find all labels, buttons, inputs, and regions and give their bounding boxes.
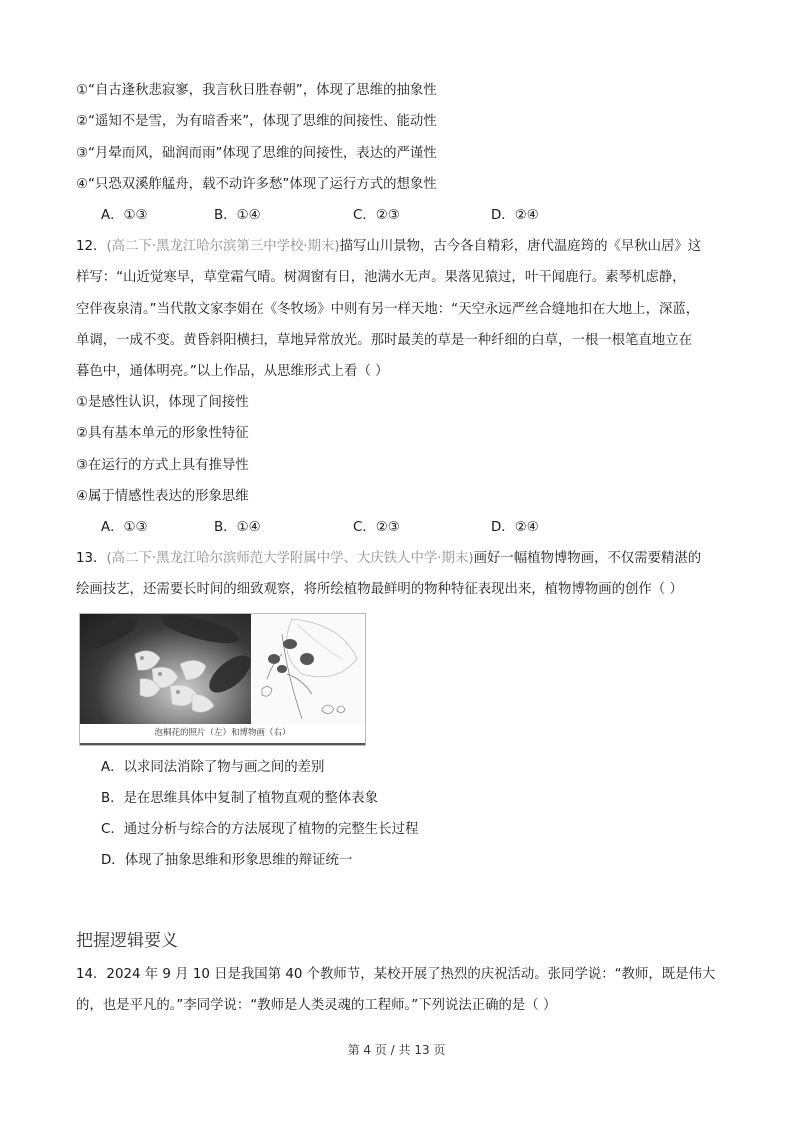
q13-option-c[interactable]: C．通过分析与综合的方法展现了植物的完整生长过程 bbox=[101, 822, 419, 837]
q13-stem-line-2: 绘画技艺，还需要长时间的细致观察，将所绘植物最鲜明的物种特征表现出来，植物博物画的创作（ ） bbox=[76, 582, 683, 597]
q11-item-3: ③“月晕而风，础润而雨”体现了思维的间接性，表达的严谨性 bbox=[76, 146, 437, 161]
q12-number: 12． bbox=[76, 239, 107, 254]
q11-option-d[interactable]: D．②④ bbox=[491, 208, 539, 223]
q11-option-c[interactable]: C．②③ bbox=[353, 208, 400, 223]
q12-source: (高二下·黑龙江哈尔滨第三中学校·期末) bbox=[106, 239, 340, 254]
paulownia-figure bbox=[79, 613, 366, 746]
q12-item-2: ②具有基本单元的形象性特征 bbox=[76, 426, 249, 441]
q13-stem-text: 画好一幅植物博物画，不仅需要精湛的 bbox=[473, 551, 702, 566]
q12-stem-line-1 bbox=[76, 237, 701, 257]
paulownia-botanical-drawing bbox=[252, 614, 365, 724]
q11-item-2: ②“遥知不是雪，为有暗香来”，体现了思维的间接性、能动性 bbox=[76, 114, 437, 129]
q12-stem-line-3: 空伴夜泉清。”当代散文家李娟在《冬牧场》中则有另一样天地：“天空永远严丝合缝地扣在大地上，深蓝， bbox=[76, 302, 700, 317]
figure-caption: 泡桐花的照片（左）和博物画（右） bbox=[154, 728, 291, 738]
q13-option-a[interactable]: A．以求同法消除了物与画之间的差别 bbox=[101, 760, 325, 775]
q13-stem-line-1 bbox=[76, 549, 701, 569]
q11-option-b[interactable]: B．①④ bbox=[214, 208, 261, 223]
q12-option-d[interactable]: D．②④ bbox=[491, 520, 539, 535]
q12-item-4: ④属于情感性表达的形象思维 bbox=[76, 489, 249, 504]
botanical-drawing-art bbox=[252, 614, 365, 724]
q11-item-1: ①“自古逢秋悲寂寥，我言秋日胜春朝”，体现了思维的抽象性 bbox=[76, 83, 437, 98]
q14-stem-line-1: 14．2024 年 9 月 10 日是我国第 40 个教师节，某校开展了热烈的庆祝活动。张同学说：“教师，既是伟大 bbox=[76, 967, 716, 982]
paulownia-photo-art bbox=[80, 614, 251, 724]
section-title: 把握逻辑要义 bbox=[76, 931, 178, 951]
q12-option-c[interactable]: C．②③ bbox=[353, 520, 400, 535]
q14-stem-line-2: 的，也是平凡的。”李同学说：“教师是人类灵魂的工程师。”下列说法正确的是（ ） bbox=[76, 998, 557, 1013]
q12-option-a[interactable]: A．①③ bbox=[101, 520, 148, 535]
page-footer: 第 4 页 / 共 13 页 bbox=[347, 1043, 446, 1057]
q13-source: (高二下·黑龙江哈尔滨师范大学附属中学、大庆铁人中学·期末) bbox=[106, 551, 474, 566]
q12-option-b[interactable]: B．①④ bbox=[214, 520, 261, 535]
q13-option-b[interactable]: B．是在思维具体中复制了植物直观的整体表象 bbox=[101, 791, 378, 806]
q13-option-d[interactable]: D．体现了抽象思维和形象思维的辩证统一 bbox=[101, 853, 353, 868]
figure-bottom-rule bbox=[80, 743, 365, 745]
q11-item-4: ④“只恐双溪舴艋舟，载不动许多愁”体现了运行方式的想象性 bbox=[76, 177, 437, 192]
q11-option-a[interactable]: A．①③ bbox=[101, 208, 148, 223]
q12-item-1: ①是感性认识，体现了间接性 bbox=[76, 395, 249, 410]
q12-item-3: ③在运行的方式上具有推导性 bbox=[76, 458, 249, 473]
paulownia-photo bbox=[80, 614, 251, 724]
q12-stem-line-4: 单调，一成不变。黄昏斜阳横扫，草地异常放光。那时最美的草是一种纤细的白草，一根一根笔直地立在 bbox=[76, 333, 692, 348]
q12-stem-line-5: 暮色中，通体明亮。”以上作品，从思维形式上看（ ） bbox=[76, 364, 389, 379]
q12-stem-line-2: 样写：“山近觉寒早，草堂霜气晴。树凋窗有日，池满水无声。果落见猿过，叶干闻鹿行。素琴机虑静， bbox=[76, 270, 686, 285]
q13-number: 13． bbox=[76, 551, 107, 566]
q12-stem-text: 描写山川景物，古今各自精彩，唐代温庭筠的《早秋山居》这 bbox=[339, 239, 702, 254]
